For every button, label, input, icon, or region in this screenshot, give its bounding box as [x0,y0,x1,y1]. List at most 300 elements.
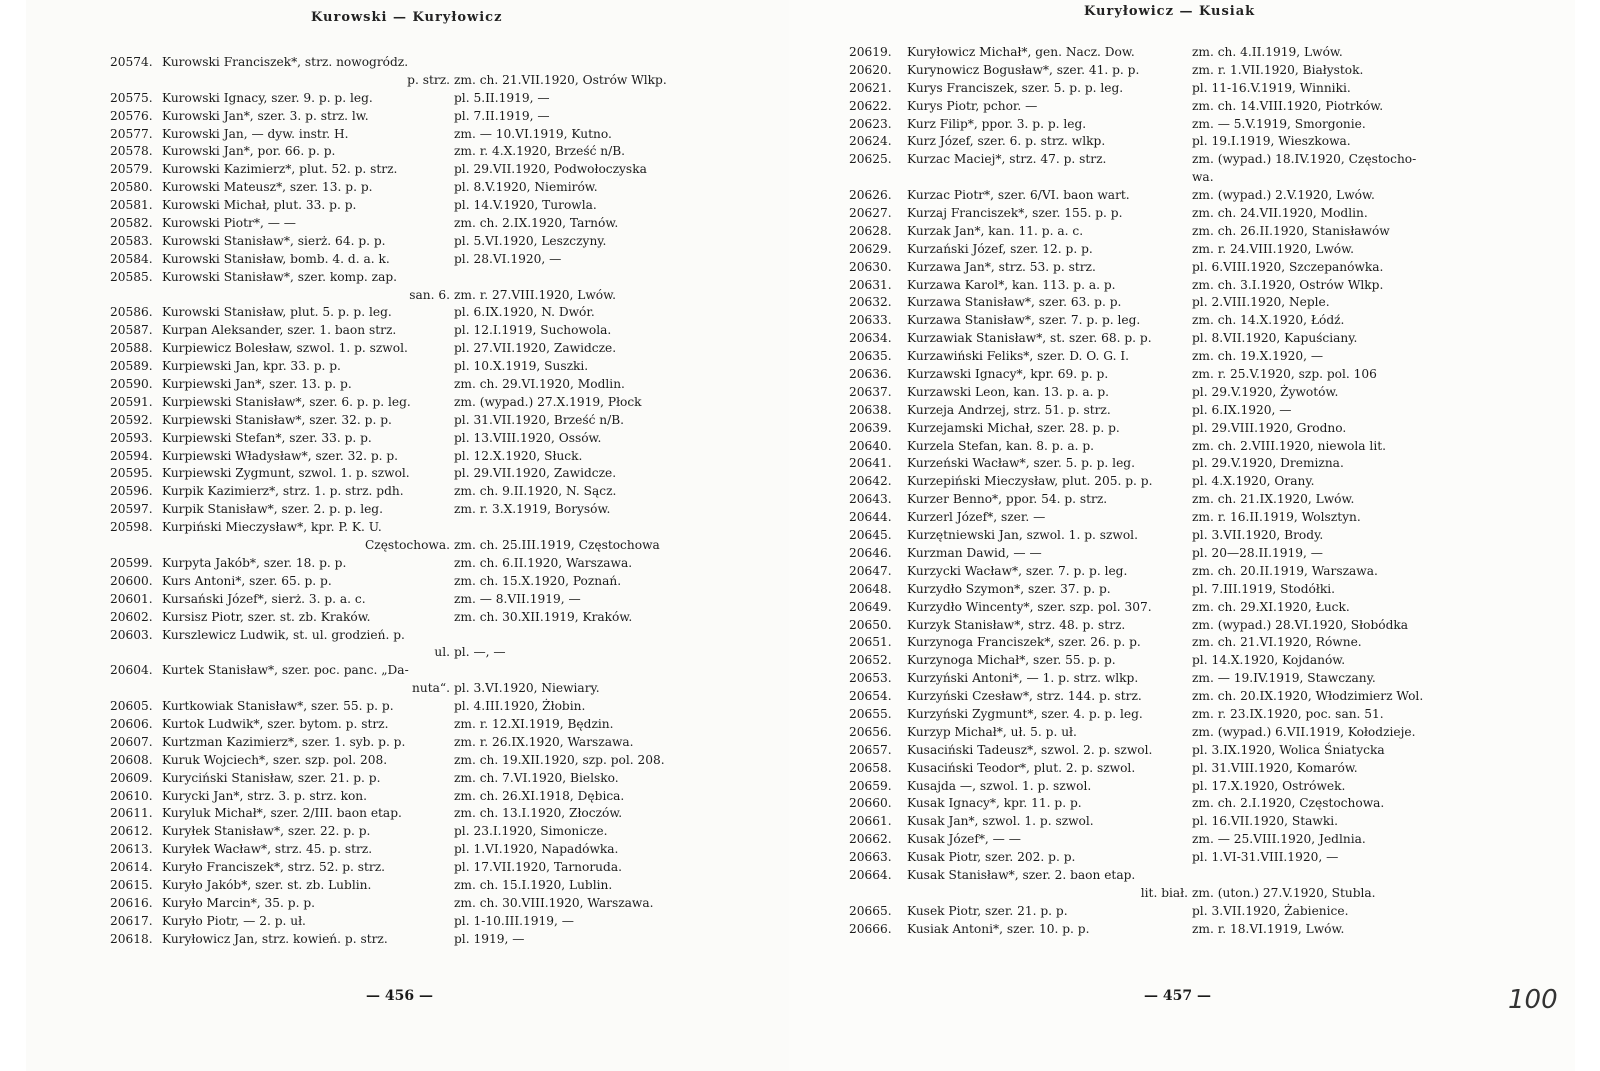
entry-death-info: pl. 6.IX.1920, N. Dwór. [454,305,595,320]
entry-row [110,197,750,215]
entry-number: 20646. [849,545,892,560]
entry-death-info: pl. 7.III.1919, Stodółki. [1192,581,1335,596]
entry-name: Kurowski Michał, plut. 33. p. p. [162,198,357,213]
entry-number: 20576. [110,108,153,123]
entry-number: 20648. [849,581,892,596]
entry-row [849,116,1519,134]
entry-name: Kurzac Piotr*, szer. 6/VI. baon wart. [907,188,1130,203]
entry-name: Kurpyta Jakób*, szer. 18. p. p. [162,555,347,570]
entry-death-info: pl. 3.VII.1920, Żabienice. [1192,903,1349,918]
entry-number: 20645. [849,528,892,543]
entry-row [849,617,1519,635]
entry-number: 20577. [110,126,153,141]
entry-number: 20582. [110,216,153,231]
entry-death-info: pl. 3.VI.1920, Niewiary. [454,681,600,696]
entry-death-info: zm. ch. 26.II.1920, Stanisławów [1192,223,1390,238]
entry-number: 20627. [849,206,892,221]
entry-death-info: pl. 14.X.1920, Kojdanów. [1192,653,1346,668]
entry-name: Kurowski Piotr*, — — [162,216,296,231]
entry-death-info: zm. ch. 2.VIII.1920, niewola lit. [1192,438,1386,453]
entry-death-info: zm. ch. 7.VI.1920, Bielsko. [454,770,619,785]
entry-name: Kurzaj Franciszek*, szer. 155. p. p. [907,206,1123,221]
entry-death-info: pl. 7.II.1919, — [454,108,550,123]
entry-row [849,527,1519,545]
entry-number: 20625. [849,152,892,167]
entry-name: Kurycki Jan*, strz. 3. p. strz. kon. [162,788,368,803]
entry-death-info: zm. ch. 29.VI.1920, Modlin. [454,377,625,392]
entry-death-info: zm. ch. 20.IX.1920, Włodzimierz Wol. [1192,689,1424,704]
entry-row [110,465,750,483]
entry-death-info: zm. ch. 4.II.1919, Lwów. [1192,45,1343,59]
entry-name: Kurzętniewski Jan, szwol. 1. p. szwol. [907,528,1138,543]
entry-number: 20660. [849,796,892,811]
entry-number: 20640. [849,438,892,453]
entry-death-info: pl. 27.VII.1920, Zawidcze. [454,341,617,356]
entry-name: Kurzycki Wacław*, szer. 7. p. p. leg. [907,563,1128,578]
page-number: — 456 — [366,988,433,1004]
entry-name: Kurtzman Kazimierz*, szer. 1. syb. p. p. [162,734,406,749]
entry-name: Kurpiewski Zygmunt, szwol. 1. p. szwol. [162,466,410,481]
entry-name: Kurpiewski Jan*, szer. 13. p. p. [162,377,352,392]
entry-name: Kurzański Józef, szer. 12. p. p. [907,241,1093,256]
entry-number: 20580. [110,180,153,195]
entry-row [849,151,1519,169]
entry-number: 20599. [110,555,153,570]
entry-number: 20574. [110,55,153,69]
entry-row [110,770,750,788]
entry-row [110,913,750,931]
entry-number: 20609. [110,770,153,785]
entry-row [110,805,750,823]
entry-row [849,62,1519,80]
entry-death-info: zm. (wypad.) 2.V.1920, Lwów. [1192,188,1375,203]
entry-row [110,483,750,501]
entry-death-info: zm. — 5.V.1919, Smorgonie. [1192,116,1366,131]
entry-name: Kurtok Ludwik*, szer. bytom. p. strz. [162,716,389,731]
entry-row [110,322,750,340]
entry-row [110,788,750,806]
entry-row [110,394,750,412]
entry-death-info: zm. (wypad.) 28.VI.1920, Słobódka [1192,617,1409,632]
entry-death-info: zm. r. 25.V.1920, szp. pol. 106 [1192,367,1377,382]
entry-death-info: pl. 12.I.1919, Suchowola. [454,323,612,338]
entry-name: Kusajda —, szwol. 1. p. szwol. [907,778,1092,793]
entry-row [849,706,1519,724]
entry-name: Kuryło Jakób*, szer. st. zb. Lublin. [162,877,372,892]
entry-row [110,340,750,358]
entry-row [849,348,1519,366]
entry-continuation [849,169,1519,187]
entry-list [849,44,1519,939]
entry-row [110,895,750,913]
entry-death-info: zm. ch. 20.II.1919, Warszawa. [1192,563,1378,578]
entry-number: 20620. [849,62,892,77]
entry-name: Kurtkowiak Stanisław*, szer. 55. p. p. [162,699,394,714]
entry-row [110,358,750,376]
entry-row [110,591,750,609]
entry-row [110,734,750,752]
handwritten-page-note: 100 [1508,985,1558,1015]
entry-name: Kurzac Maciej*, strz. 47. p. strz. [907,152,1107,167]
entry-number: 20578. [110,144,153,159]
entry-number: 20633. [849,313,892,328]
entry-continuation [849,885,1519,903]
entry-death-info: pl. 1.VI-31.VIII.1920, — [1192,850,1339,865]
entry-row [849,688,1519,706]
entry-row [849,384,1519,402]
entry-death-info: zm. ch. 25.III.1919, Częstochowa [454,538,660,553]
entry-name: Kurynowicz Bogusław*, szer. 41. p. p. [907,62,1140,77]
entry-row [849,491,1519,509]
entry-death-info: zm. r. 26.IX.1920, Warszawa. [454,734,634,749]
entry-name: Kurzak Jan*, kan. 11. p. a. c. [907,223,1084,238]
entry-name: Kurowski Stanisław, plut. 5. p. p. leg. [162,305,392,320]
entry-death-info: pl. 5.VI.1920, Leszczyny. [454,233,607,248]
entry-unit-continuation: ul. [434,645,450,660]
entry-row [849,778,1519,796]
entry-death-info: zm. ch. 24.VII.1920, Modlin. [1192,206,1368,221]
entry-name: Kurzela Stefan, kan. 8. p. a. p. [907,438,1095,453]
entry-death-info: zm. (wypad.) 6.VII.1919, Kołodzieje. [1192,724,1416,739]
entry-name: Kurpiewski Stefan*, szer. 33. p. p. [162,430,372,445]
entry-number: 20579. [110,162,153,177]
entry-death-info: pl. 4.X.1920, Orany. [1192,474,1315,489]
entry-death-info: pl. 2.VIII.1920, Neple. [1192,295,1330,310]
entry-list [110,54,750,949]
entry-number: 20588. [110,341,153,356]
entry-number: 20621. [849,80,892,95]
entry-row [110,931,750,949]
entry-row [849,652,1519,670]
entry-row [110,662,750,680]
right-page [789,0,1575,1071]
entry-unit-continuation: lit. biał. [1140,885,1188,900]
entry-number: 20652. [849,653,892,668]
entry-number: 20638. [849,402,892,417]
entry-row [110,179,750,197]
entry-name: Kurpiński Mieczysław*, kpr. P. K. U. [162,520,382,535]
entry-row [110,698,750,716]
entry-row [849,330,1519,348]
entry-number: 20666. [849,921,892,936]
entry-number: 20641. [849,456,892,471]
entry-name: Kuryłek Stanisław*, szer. 22. p. p. [162,824,371,839]
entry-name: Kurzerl Józef*, szer. — [907,510,1046,525]
entry-number: 20585. [110,269,153,284]
entry-number: 20584. [110,251,153,266]
entry-name: Kurzyp Michał*, uł. 5. p. uł. [907,724,1077,739]
entry-number: 20575. [110,90,153,105]
entry-number: 20610. [110,788,153,803]
entry-number: 20607. [110,734,153,749]
entry-row [110,859,750,877]
entry-death-info: zm. ch. 14.VIII.1920, Piotrków. [1192,98,1384,113]
entry-number: 20628. [849,223,892,238]
entry-name: Kurtek Stanisław*, szer. poc. panc. „Da- [162,663,409,678]
entry-row [849,473,1519,491]
entry-name: Kurzyński Zygmunt*, szer. 4. p. p. leg. [907,706,1143,721]
entry-death-info: zm. ch. 13.I.1920, Złoczów. [454,806,623,821]
entry-number: 20613. [110,842,153,857]
entry-name: Kusak Ignacy*, kpr. 11. p. p. [907,796,1082,811]
entry-continuation [110,644,750,662]
entry-death-info: zm. — 8.VII.1919, — [454,591,581,606]
entry-row [849,831,1519,849]
entry-number: 20629. [849,241,892,256]
entry-name: Kusak Stanisław*, szer. 2. baon etap. [907,867,1136,882]
entry-death-info: pl. 1919, — [454,931,525,946]
entry-number: 20664. [849,867,892,882]
entry-row [849,455,1519,473]
entry-death-info: pl. 1.VI.1920, Napadówka. [454,842,619,857]
entry-death-info: zm. ch. 21.IX.1920, Lwów. [1192,492,1355,507]
entry-death-info: pl. 12.X.1920, Słuck. [454,448,583,463]
entry-death-info: zm. ch. 2.IX.1920, Tarnów. [454,216,619,231]
entry-number: 20603. [110,627,153,642]
entry-death-info: zm. ch. 2.I.1920, Częstochowa. [1192,796,1385,811]
entry-death-info: pl. 14.V.1920, Turowla. [454,198,597,213]
entry-death-info: zm. r. 3.X.1919, Borysów. [454,502,611,517]
entry-name: Kurpiewski Stanisław*, szer. 6. p. p. leg. [162,394,411,409]
entry-number: 20611. [110,806,153,821]
entry-death-info: pl. 31.VII.1920, Brześć n/B. [454,412,625,427]
entry-name: Kuryłowicz Michał*, gen. Nacz. Dow. [907,45,1135,59]
entry-death-info: wa. [1192,170,1214,185]
entry-row [110,752,750,770]
entry-number: 20586. [110,305,153,320]
entry-name: Kurzawa Jan*, strz. 53. p. strz. [907,259,1096,274]
entry-number: 20654. [849,689,892,704]
entry-death-info: zm. — 19.IV.1919, Stawczany. [1192,671,1376,686]
entry-death-info: pl. 29.VII.1920, Podwołoczyska [454,162,647,177]
entry-number: 20658. [849,760,892,775]
entry-row [110,609,750,627]
entry-death-info: zm. ch. 21.VII.1920, Ostrów Wlkp. [454,72,667,87]
entry-name: Kurzydło Wincenty*, szer. szp. pol. 307. [907,599,1152,614]
entry-name: Kusaciński Tadeusz*, szwol. 2. p. szwol. [907,742,1153,757]
entry-row [849,438,1519,456]
entry-number: 20622. [849,98,892,113]
entry-name: Kurzawa Stanisław*, szer. 7. p. p. leg. [907,313,1141,328]
entry-name: Kusak Józef*, — — [907,832,1021,847]
entry-row [110,90,750,108]
entry-number: 20657. [849,742,892,757]
entry-row [849,545,1519,563]
entry-row [110,627,750,645]
entry-row [849,760,1519,778]
entry-number: 20597. [110,502,153,517]
entry-row [849,80,1519,98]
entry-death-info: pl. 29.VII.1920, Zawidcze. [454,466,617,481]
entry-death-info: zm. (uton.) 27.V.1920, Stubla. [1192,885,1376,900]
entry-row [110,54,750,72]
entry-continuation [110,680,750,698]
entry-row [110,519,750,537]
entry-row [849,294,1519,312]
entry-name: Kurzawiński Feliks*, szer. D. O. G. I. [907,349,1130,364]
entry-name: Kurpan Aleksander, szer. 1. baon strz. [162,323,397,338]
entry-name: Kurzeja Andrzej, strz. 51. p. strz. [907,402,1111,417]
entry-number: 20616. [110,895,153,910]
entry-row [849,599,1519,617]
entry-name: Kuruk Wojciech*, szer. szp. pol. 208. [162,752,388,767]
entry-row [110,233,750,251]
entry-name: Kurpiewski Stanisław*, szer. 32. p. p. [162,412,392,427]
entry-death-info: zm. (wypad.) 18.IV.1920, Częstocho- [1192,152,1417,167]
entry-name: Kusek Piotr, szer. 21. p. p. [907,903,1068,918]
entry-name: Kurzepiński Mieczysław, plut. 205. p. p. [907,474,1153,489]
entry-name: Kurzydło Szymon*, szer. 37. p. p. [907,581,1111,596]
entry-continuation [110,537,750,555]
entry-death-info: pl. 6.VIII.1920, Szczepanówka. [1192,259,1384,274]
entry-row [849,849,1519,867]
entry-death-info: pl. 16.VII.1920, Stawki. [1192,814,1339,829]
entry-row [110,823,750,841]
entry-name: Kurowski Jan*, por. 66. p. p. [162,144,336,159]
entry-death-info: pl. 29.V.1920, Żywotów. [1192,384,1339,399]
entry-number: 20665. [849,903,892,918]
entry-continuation [110,72,750,90]
entry-name: Kurzynoga Franciszek*, szer. 26. p. p. [907,635,1141,650]
entry-name: Kurowski Jan*, szer. 3. p. strz. lw. [162,108,369,123]
entry-row [849,187,1519,205]
entry-name: Kurpiewicz Bolesław, szwol. 1. p. szwol. [162,341,408,356]
entry-death-info: zm. ch. 6.II.1920, Warszawa. [454,555,633,570]
entry-name: Kuryło Piotr, — 2. p. uł. [162,913,306,928]
entry-row [849,509,1519,527]
entry-number: 20647. [849,563,892,578]
entry-number: 20615. [110,877,153,892]
entry-row [110,555,750,573]
entry-number: 20624. [849,134,892,149]
entry-name: Kurpiewski Jan, kpr. 33. p. p. [162,359,341,374]
entry-name: Kusaciński Teodor*, plut. 2. p. szwol. [907,760,1136,775]
entry-row [110,430,750,448]
entry-row [849,724,1519,742]
entry-number: 20632. [849,295,892,310]
entry-row [110,251,750,269]
entry-number: 20650. [849,617,892,632]
entry-number: 20663. [849,850,892,865]
entry-number: 20630. [849,259,892,274]
entry-death-info: pl. 29.VIII.1920, Grodno. [1192,420,1347,435]
entry-name: Kurzyński Czesław*, strz. 144. p. strz. [907,689,1142,704]
entry-name: Kurowski Mateusz*, szer. 13. p. p. [162,180,373,195]
entry-row [849,795,1519,813]
entry-name: Kurzman Dawid, — — [907,545,1042,560]
running-header: Kuryłowicz — Kusiak [1084,4,1256,19]
entry-death-info: pl. 3.VII.1920, Brody. [1192,528,1324,543]
entry-death-info: zm. r. 18.VI.1919, Lwów. [1192,921,1345,936]
entry-number: 20606. [110,716,153,731]
entry-death-info: zm. r. 27.VIII.1920, Lwów. [454,287,616,302]
entry-row [849,670,1519,688]
entry-death-info: pl. 4.III.1920, Żłobin. [454,699,586,714]
entry-number: 20637. [849,384,892,399]
entry-death-info: pl. 20—28.II.1919, — [1192,545,1323,560]
entry-row [110,716,750,734]
entry-name: Kuryło Franciszek*, strz. 52. p. strz. [162,860,386,875]
entry-number: 20595. [110,466,153,481]
entry-death-info: zm. r. 4.X.1920, Brześć n/B. [454,144,626,159]
entry-name: Kurowski Franciszek*, strz. nowogródz. [162,55,409,69]
entry-row [849,98,1519,116]
entry-name: Kurzeński Wacław*, szer. 5. p. p. leg. [907,456,1135,471]
entry-row [110,143,750,161]
entry-name: Kurzejamski Michał, szer. 28. p. p. [907,420,1120,435]
entry-number: 20656. [849,724,892,739]
entry-number: 20593. [110,430,153,445]
entry-row [110,269,750,287]
entry-number: 20619. [849,45,892,59]
entry-number: 20614. [110,860,153,875]
entry-name: Kurowski Ignacy, szer. 9. p. p. leg. [162,90,373,105]
entry-name: Kuryluk Michał*, szer. 2/III. baon etap. [162,806,402,821]
entry-death-info: pl. 17.X.1920, Ostrówek. [1192,778,1346,793]
entry-name: Kuryło Marcin*, 35. p. p. [162,895,316,910]
entry-row [110,126,750,144]
entry-row [849,867,1519,885]
entry-row [849,903,1519,921]
entry-name: Kurowski Stanisław, bomb. 4. d. a. k. [162,251,390,266]
entry-name: Kurz Filip*, ppor. 3. p. p. leg. [907,116,1087,131]
entry-continuation [110,287,750,305]
entry-name: Kurpik Kazimierz*, strz. 1. p. strz. pdh. [162,484,404,499]
entry-death-info: zm. r. 1.VII.1920, Białystok. [1192,62,1364,77]
entry-number: 20644. [849,510,892,525]
entry-name: Kurzynoga Michał*, szer. 55. p. p. [907,653,1116,668]
entry-name: Kurys Franciszek, szer. 5. p. p. leg. [907,80,1124,95]
entry-unit-continuation: nuta“. [412,681,450,696]
entry-death-info: zm. ch. 15.I.1920, Lublin. [454,877,613,892]
entry-death-info: zm. r. 12.XI.1919, Będzin. [454,716,614,731]
entry-name: Kurowski Kazimierz*, plut. 52. p. strz. [162,162,398,177]
entry-name: Kuryciński Stanisław, szer. 21. p. p. [162,770,381,785]
entry-row [110,108,750,126]
entry-name: Kurzyk Stanisław*, strz. 48. p. strz. [907,617,1126,632]
entry-row [849,259,1519,277]
entry-row [110,841,750,859]
entry-death-info: pl. 28.VI.1920, — [454,251,562,266]
entry-number: 20626. [849,188,892,203]
entry-unit-continuation: Częstochowa. [364,538,450,553]
entry-number: 20605. [110,699,153,714]
entry-row [110,412,750,430]
entry-number: 20655. [849,706,892,721]
entry-death-info: zm. (wypad.) 27.X.1919, Płock [454,394,642,409]
page-number: — 457 — [1144,988,1211,1004]
entry-number: 20598. [110,520,153,535]
entry-death-info: pl. 17.VII.1920, Tarnoruda. [454,860,622,875]
entry-number: 20602. [110,609,153,624]
entry-death-info: pl. 11-16.V.1919, Winniki. [1192,80,1351,95]
entry-unit-continuation [849,169,1192,187]
entry-number: 20651. [849,635,892,650]
entry-name: Kusiak Antoni*, szer. 10. p. p. [907,921,1090,936]
entry-number: 20618. [110,931,153,946]
entry-death-info: zm. ch. 15.X.1920, Poznań. [454,573,622,588]
entry-number: 20583. [110,233,153,248]
entry-death-info: zm. ch. 21.VI.1920, Równe. [1192,635,1362,650]
entry-name: Kursisz Piotr, szer. st. zb. Kraków. [162,609,371,624]
entry-name: Kurowski Stanisław*, sierż. 64. p. p. [162,233,386,248]
entry-death-info: pl. 5.II.1919, — [454,90,550,105]
entry-unit-continuation: san. 6. [409,287,450,302]
entry-death-info: pl. 29.V.1920, Dremizna. [1192,456,1344,471]
entry-death-info: zm. ch. 26.XI.1918, Dębica. [454,788,625,803]
left-page [26,0,789,1071]
entry-death-info: pl. 23.I.1920, Simonicze. [454,824,608,839]
